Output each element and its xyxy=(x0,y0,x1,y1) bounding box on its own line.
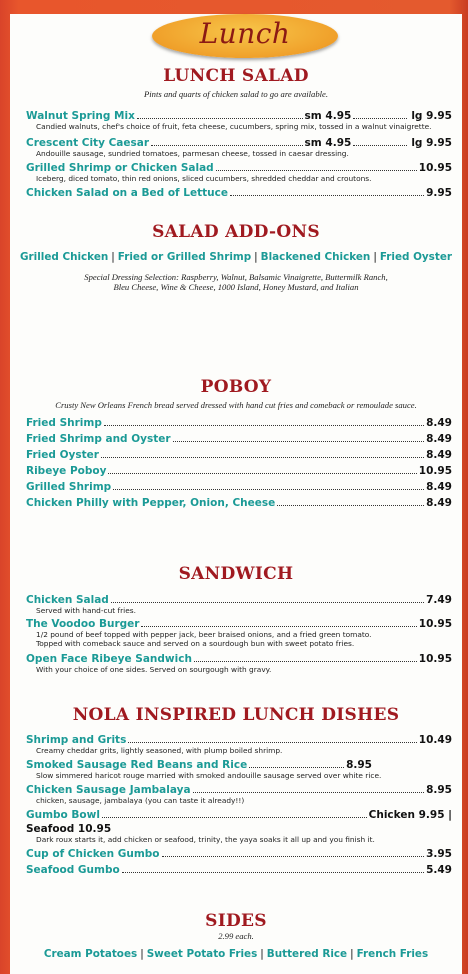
item-name: Shrimp and Grits xyxy=(26,734,127,746)
item-name: Cup of Chicken Gumbo xyxy=(26,848,160,860)
dot-leader xyxy=(111,594,424,603)
lunch-title-badge xyxy=(152,14,338,58)
item-name: Ribeye Poboy xyxy=(26,465,107,477)
item-description: Slow simmered haricot rouge married with smoked andouille sausage served over white rice. xyxy=(36,771,382,780)
item-price-large: lg 9.95 xyxy=(411,110,452,122)
dot-leader xyxy=(193,784,425,793)
item-price: 8.49 xyxy=(426,449,452,461)
item-name: Seafood Gumbo xyxy=(26,864,120,876)
addon-option: Grilled Chicken xyxy=(20,251,109,263)
menu-item-cup-chicken-gumbo xyxy=(26,848,452,860)
item-name: Fried Oyster xyxy=(26,449,99,461)
item-name: Grilled Shrimp or Chicken Salad xyxy=(26,162,214,174)
item-name: Open Face Ribeye Sandwich xyxy=(26,653,192,665)
item-price: 10.49 xyxy=(418,734,452,746)
separator: | xyxy=(373,251,377,263)
dressing-note-line1: Special Dressing Selection: Raspberry, Walnut, Balsamic Vinaigrette, Buttermilk Ranch, xyxy=(84,272,388,282)
item-name: Walnut Spring Mix xyxy=(26,110,135,122)
menu-item-walnut-spring-mix xyxy=(26,110,452,122)
dot-leader xyxy=(108,465,416,474)
side-option: Sweet Potato Fries xyxy=(146,948,258,960)
separator: | xyxy=(254,251,258,263)
gumbo-bowl-seafood-price-line xyxy=(26,823,452,835)
item-description-line2: Topped with comeback sauce and served on a sourdough bun with sweet potato fries. xyxy=(36,639,355,648)
section-title-nola-dishes: NOLA INSPIRED LUNCH DISHES xyxy=(72,705,400,725)
item-price: 10.95 xyxy=(418,618,452,630)
section-title-sides: SIDES xyxy=(205,911,267,931)
item-price-chicken: Chicken 9.95 | xyxy=(368,809,452,821)
dot-leader xyxy=(113,481,424,490)
separator: | xyxy=(140,948,144,960)
dot-leader xyxy=(173,433,425,442)
item-name: Chicken Philly with Pepper, Onion, Cheese xyxy=(26,497,276,509)
item-name: Gumbo Bowl xyxy=(26,809,100,821)
item-name: Chicken Salad xyxy=(26,594,109,606)
dot-leader xyxy=(104,417,424,426)
item-price-seafood: Seafood 10.95 xyxy=(26,823,112,835)
item-price-small: sm 4.95 xyxy=(304,137,352,149)
section-title-sandwich: SANDWICH xyxy=(178,564,294,584)
item-name: Fried Shrimp and Oyster xyxy=(26,433,171,445)
item-price: 7.49 xyxy=(426,594,452,606)
sides-options xyxy=(10,948,462,960)
item-price: 8.49 xyxy=(426,481,452,493)
menu-item-chicken-salad-lettuce xyxy=(26,187,452,199)
dressing-note-line2: Bleu Cheese, Wine & Cheese, 1000 Island, Honey Mustard, and Italian xyxy=(113,282,359,292)
menu-item-grilled-shrimp-chicken-salad xyxy=(26,162,452,174)
menu-item-open-face-ribeye xyxy=(26,653,452,665)
lunch-salad-note: Pints and quarts of chicken salad to go are available. xyxy=(144,89,328,99)
dot-leader xyxy=(141,618,416,627)
poboy-note: Crusty New Orleans French bread served dressed with hand cut fries and comeback or remoulade sauce. xyxy=(55,400,417,410)
menu-item-red-beans-rice xyxy=(26,759,372,771)
item-description: Andouille sausage, sundried tomatoes, parmesan cheese, tossed in caesar dressing. xyxy=(36,149,349,158)
dot-leader xyxy=(122,864,424,873)
side-option: French Fries xyxy=(356,948,429,960)
dot-leader xyxy=(230,187,424,196)
item-description: chicken, sausage, jambalaya (you can taste it already!!) xyxy=(36,796,245,805)
dot-leader xyxy=(249,759,344,768)
item-price: 10.95 xyxy=(418,465,452,477)
item-description: 1/2 pound of beef topped with pepper jack, beer braised onions, and a fried green tomato. xyxy=(36,630,372,639)
item-price: 9.95 xyxy=(426,187,452,199)
item-description: Dark roux starts it, add chicken or seafood, trinity, the yaya soaks it all up and you finish it. xyxy=(36,835,375,844)
menu-item-chicken-philly xyxy=(26,497,452,509)
menu-item-fried-oyster xyxy=(26,449,452,461)
menu-item-seafood-gumbo xyxy=(26,864,452,876)
dot-leader xyxy=(151,137,303,146)
item-price: 8.95 xyxy=(346,759,372,771)
page-title: Lunch xyxy=(199,17,291,50)
dot-leader xyxy=(277,497,424,506)
menu-item-ribeye-poboy xyxy=(26,465,452,477)
menu-item-shrimp-grits xyxy=(26,734,452,746)
item-description: Creamy cheddar grits, lightly seasoned, with plump boiled shrimp. xyxy=(36,746,283,755)
menu-item-chicken-salad-sandwich xyxy=(26,594,452,606)
dot-leader xyxy=(128,734,416,743)
menu-item-crescent-city-caesar xyxy=(26,137,452,149)
separator: | xyxy=(260,948,264,960)
side-option: Cream Potatoes xyxy=(43,948,138,960)
item-description: With your choice of one sides. Served on sourgough with gravy. xyxy=(36,665,272,674)
salad-addon-options xyxy=(10,251,462,263)
item-description: Served with hand-cut fries. xyxy=(36,606,136,615)
menu-item-voodoo-burger xyxy=(26,618,452,630)
item-price-small: sm 4.95 xyxy=(304,110,352,122)
dot-leader xyxy=(353,137,407,146)
item-description: Iceberg, diced tomato, thin red onions, sliced cucumbers, shredded cheddar and croutons. xyxy=(36,174,372,183)
item-price: 10.95 xyxy=(418,653,452,665)
item-price: 10.95 xyxy=(418,162,452,174)
dot-leader xyxy=(353,110,407,119)
dot-leader xyxy=(216,162,417,171)
item-name: Chicken Sausage Jambalaya xyxy=(26,784,191,796)
item-name: The Voodoo Burger xyxy=(26,618,140,630)
menu-item-fried-shrimp xyxy=(26,417,452,429)
item-price: 8.49 xyxy=(426,497,452,509)
addon-option: Fried Oyster xyxy=(379,251,452,263)
item-description: Candied walnuts, chef's choice of fruit, feta cheese, cucumbers, spring mix, tossed in a walnut vinaigrette. xyxy=(36,122,432,131)
dot-leader xyxy=(194,653,417,662)
menu-item-fried-shrimp-oyster xyxy=(26,433,452,445)
section-title-lunch-salad: LUNCH SALAD xyxy=(163,66,309,86)
item-name: Chicken Salad on a Bed of Lettuce xyxy=(26,187,228,199)
item-name: Smoked Sausage Red Beans and Rice xyxy=(26,759,248,771)
item-price: 5.49 xyxy=(426,864,452,876)
section-title-salad-addons: SALAD ADD-ONS xyxy=(152,222,320,242)
item-price: 3.95 xyxy=(426,848,452,860)
dot-leader xyxy=(137,110,303,119)
sides-price-note: 2.99 each. xyxy=(218,931,254,941)
dot-leader xyxy=(102,809,367,818)
item-price: 8.49 xyxy=(426,433,452,445)
addon-option: Blackened Chicken xyxy=(260,251,371,263)
item-name: Grilled Shrimp xyxy=(26,481,112,493)
menu-item-grilled-shrimp xyxy=(26,481,452,493)
side-option: Buttered Rice xyxy=(266,948,348,960)
item-name: Crescent City Caesar xyxy=(26,137,150,149)
menu-item-gumbo-bowl xyxy=(26,809,452,821)
section-title-poboy: POBOY xyxy=(200,377,272,397)
item-price: 8.49 xyxy=(426,417,452,429)
menu-item-chicken-sausage-jambalaya xyxy=(26,784,452,796)
separator: | xyxy=(350,948,354,960)
separator: | xyxy=(111,251,115,263)
item-price: 8.95 xyxy=(426,784,452,796)
dot-leader xyxy=(162,848,425,857)
item-name: Fried Shrimp xyxy=(26,417,102,429)
menu-sheet xyxy=(10,14,462,974)
dot-leader xyxy=(101,449,424,458)
item-price-large: lg 9.95 xyxy=(411,137,452,149)
addon-option: Fried or Grilled Shrimp xyxy=(117,251,252,263)
